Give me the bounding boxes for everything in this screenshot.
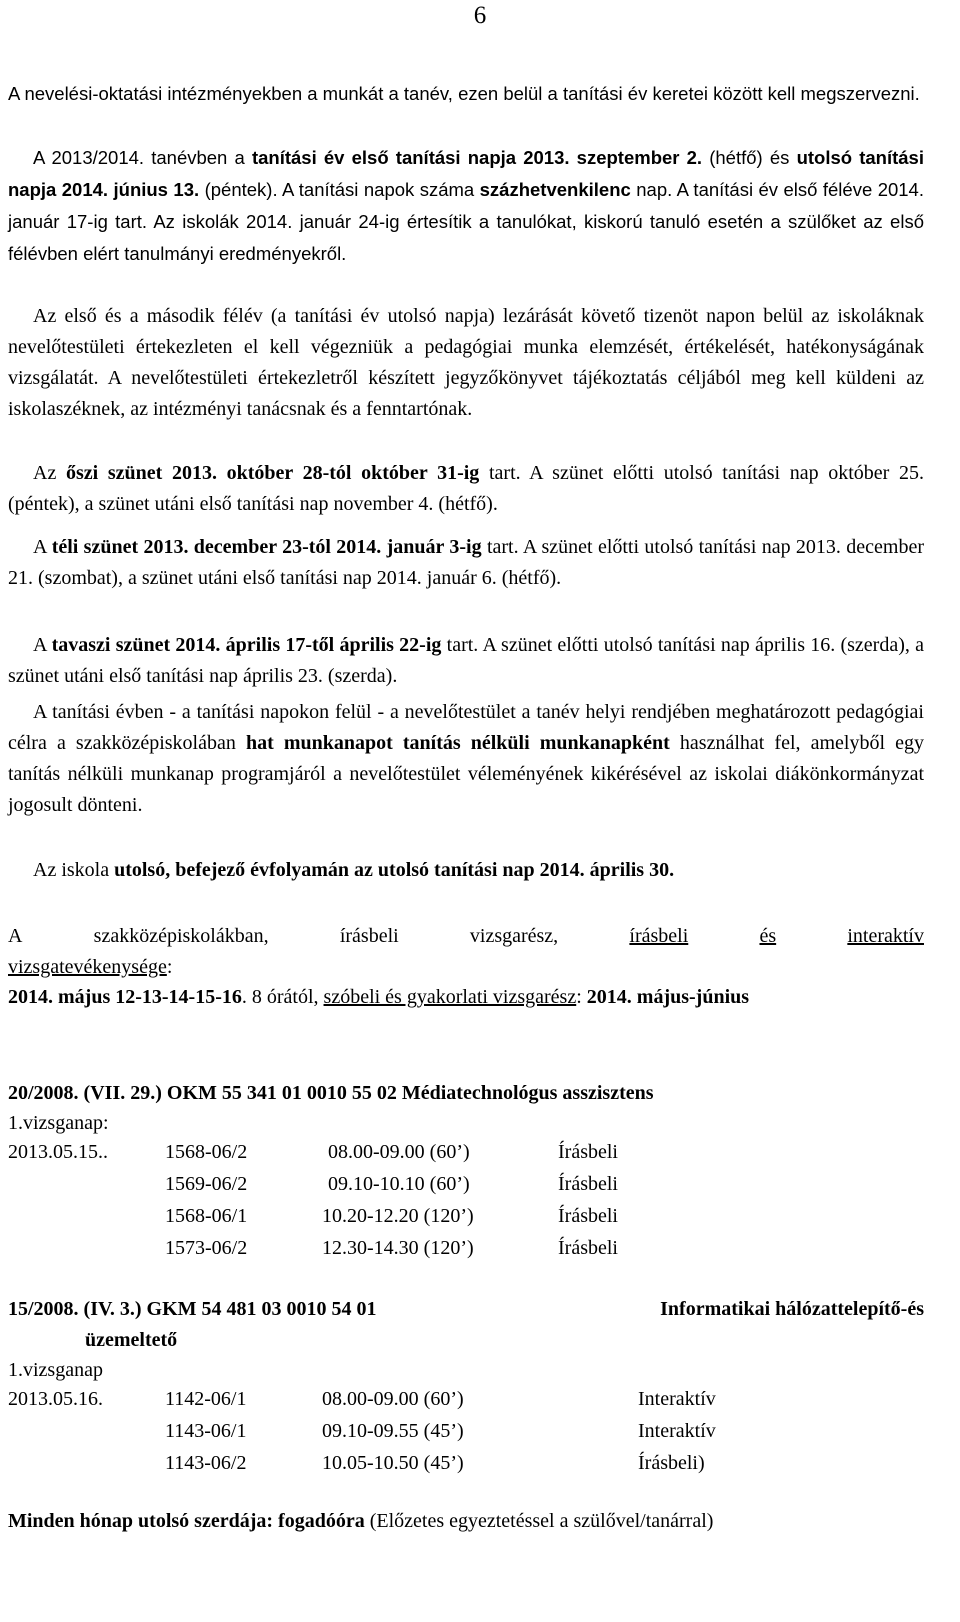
it-heading-cont	[85, 1325, 485, 1355]
office-hours-text: (Előzetes egyeztetéssel a szülővel/tanárral)	[364, 1510, 714, 1532]
workdays-bold: hat munkanapot tanítás nélküli munkanapként	[245, 732, 670, 754]
it-row-time: 10.05-10.50 (45’)	[322, 1452, 464, 1474]
school-year-text: (péntek). A tanítási napok száma	[199, 179, 480, 200]
exams-underlined-word: vizsgatevékenysége	[8, 956, 167, 978]
winter-text: tart. A szünet előtti utolsó tanítási nap 2013. december 21. (szombat), a szünet utáni első tanítási nap 2014. január 6. (hétfő).	[8, 536, 924, 589]
autumn-text: Az	[33, 462, 66, 484]
last-day-paragraph	[8, 855, 924, 886]
workdays-paragraph	[8, 697, 924, 821]
media-row-time: 10.20-12.20 (120’)	[322, 1205, 474, 1227]
media-row-time: 09.10-10.10 (60’)	[328, 1173, 470, 1195]
media-row-code: 1569-06/2	[165, 1173, 248, 1195]
workdays-text: A tanítási évben - a tanítási napokon felül - a nevelőtestület a tanév helyi rendjében meghatározott pedagógiai célra a szakközépiskolában	[8, 701, 924, 754]
school-year-text: A 2013/2014. tanévben a	[33, 147, 252, 168]
exams-underlined-word: írásbeli	[629, 925, 689, 947]
exams-underlined-word: interaktív	[847, 925, 924, 947]
media-row-time: 12.30-14.30 (120’)	[322, 1237, 474, 1259]
it-heading-cont-text: üzemeltető	[85, 1329, 178, 1351]
intro-paragraph	[8, 78, 924, 110]
it-row-code: 1142-06/1	[165, 1388, 247, 1410]
exams-word: A	[8, 925, 23, 947]
oral-exam-dates: 2014. május-június	[586, 986, 750, 1008]
spring-break-paragraph	[8, 630, 924, 692]
it-day-label: 1.vizsganap	[8, 1359, 103, 1381]
office-hours-bold: Minden hónap utolsó szerdája: fogadóóra	[8, 1510, 365, 1532]
it-row-time: 09.10-09.55 (45’)	[322, 1420, 464, 1442]
school-year-text: nap. A tanítási év első féléve 2014. január 17-ig tart. Az iskolák 2014. január 24-ig értesítik a tanulókat, kiskorú tanuló esetén a szülőket az első félévben elért tanulmányi eredményekről.	[8, 179, 924, 264]
semester-review-paragraph	[8, 301, 924, 425]
it-row-type: Interaktív	[638, 1388, 716, 1410]
exams-word: vizsgarész,	[469, 925, 559, 947]
semester-review-text: Az első és a második félév (a tanítási év utolsó napja) lezárását követő tizenöt napon belül az iskoláknak nevelőtestületi értekezleten el kell végezniük a pedagógiai munka elemzését, értékelését, hatékonyságának vizsgálatát. A nevelőtestületi értekezletről készített jegyzőkönyvet tájékoztatás céljából meg kell küldeni az iskolaszéknek, az intézményi tanácsnak és a fenntartónak.	[8, 305, 924, 420]
media-row-type: Írásbeli	[558, 1237, 618, 1259]
autumn-text: tart. A szünet előtti utolsó tanítási nap október 25. (péntek), a szünet utáni első tanítási nap november 4. (hétfő).	[8, 462, 924, 515]
winter-break-bold: téli szünet 2013. december 23-tól 2014. január 3-ig	[51, 536, 482, 558]
exam-time-text: . 8 órától,	[241, 986, 324, 1008]
autumn-break-paragraph	[8, 458, 924, 520]
spring-text: tart. A szünet előtti utolsó tanítási nap április 16. (szerda), a szünet utáni első tanítási nap április 23. (szerda).	[8, 634, 925, 687]
it-heading-right: Informatikai hálózattelepítő-és	[660, 1298, 924, 1320]
media-heading	[8, 1078, 924, 1108]
winter-text: A	[33, 536, 52, 558]
media-schedule-table	[8, 1136, 648, 1264]
it-row-time: 08.00-09.00 (60’)	[322, 1388, 464, 1410]
media-row-code: 1568-06/2	[165, 1141, 248, 1163]
written-exam-dates: 2014. május 12-13-14-15-16	[8, 986, 242, 1008]
exam-dates-paragraph	[8, 982, 924, 1013]
office-hours-note	[8, 1506, 768, 1537]
day-count-bold: százhetvenkilenc	[479, 179, 631, 200]
winter-break-paragraph	[8, 532, 924, 594]
it-row-code: 1143-06/2	[165, 1452, 247, 1474]
exams-line-2	[8, 953, 924, 981]
oral-exam-label: szóbeli és gyakorlati vizsgarész	[323, 986, 577, 1008]
exams-word: írásbeli	[339, 925, 399, 947]
media-row-type: Írásbeli	[558, 1205, 618, 1227]
media-day-label: 1.vizsganap:	[8, 1112, 109, 1134]
it-schedule-table	[8, 1383, 768, 1479]
exams-colon: :	[166, 956, 173, 978]
exams-underlined-word: és	[759, 925, 777, 947]
media-row-time: 08.00-09.00 (60’)	[328, 1141, 470, 1163]
media-row-type: Írásbeli	[558, 1141, 618, 1163]
last-day-bold: utolsó tanítási napja 2014. június 13.	[8, 147, 924, 200]
it-row-code: 1143-06/1	[165, 1420, 247, 1442]
media-row-code: 1573-06/2	[165, 1237, 248, 1259]
first-day-bold: tanítási év első tanítási napja 2013. szeptember 2.	[251, 147, 703, 168]
it-row-type: Írásbeli)	[638, 1452, 705, 1474]
exams-word: szakközépiskolákban,	[93, 925, 269, 947]
it-row-date: 2013.05.16.	[8, 1388, 103, 1410]
school-year-text: (hétfő) és	[702, 147, 797, 168]
exams-line-1	[8, 922, 924, 950]
workdays-text: használhat fel, amelyből egy tanítás nélküli munkanap programjáról a nevelőtestület véleményének kikérésével az iskolai diákönkormányzat jogosult dönteni.	[8, 732, 924, 816]
it-heading-left: 15/2008. (IV. 3.) GKM 54 481 03 0010 54 01	[8, 1298, 377, 1320]
spring-break-bold: tavaszi szünet 2014. április 17-től április 22-ig	[51, 634, 442, 656]
exams-colon: :	[576, 986, 587, 1008]
media-heading-text: 20/2008. (VII. 29.) OKM 55 341 01 0010 55 02 Médiatechnológus asszisztens	[8, 1082, 654, 1104]
it-heading	[8, 1294, 924, 1324]
intro-text: A nevelési-oktatási intézményekben a munkát a tanév, ezen belül a tanítási év keretei között kell megszervezni.	[8, 83, 920, 104]
final-grade-last-day-bold: utolsó, befejező évfolyamán az utolsó tanítási nap 2014. április 30.	[114, 859, 675, 881]
it-row-type: Interaktív	[638, 1420, 716, 1442]
spring-text: A	[33, 634, 52, 656]
page-number: 6	[473, 2, 487, 29]
media-row-date: 2013.05.15..	[8, 1141, 108, 1163]
last-day-text: Az iskola	[33, 859, 115, 881]
school-year-paragraph	[8, 142, 924, 270]
media-row-code: 1568-06/1	[165, 1205, 248, 1227]
autumn-break-bold: őszi szünet 2013. október 28-tól október 31-ig	[65, 462, 480, 484]
media-row-type: Írásbeli	[558, 1173, 618, 1195]
